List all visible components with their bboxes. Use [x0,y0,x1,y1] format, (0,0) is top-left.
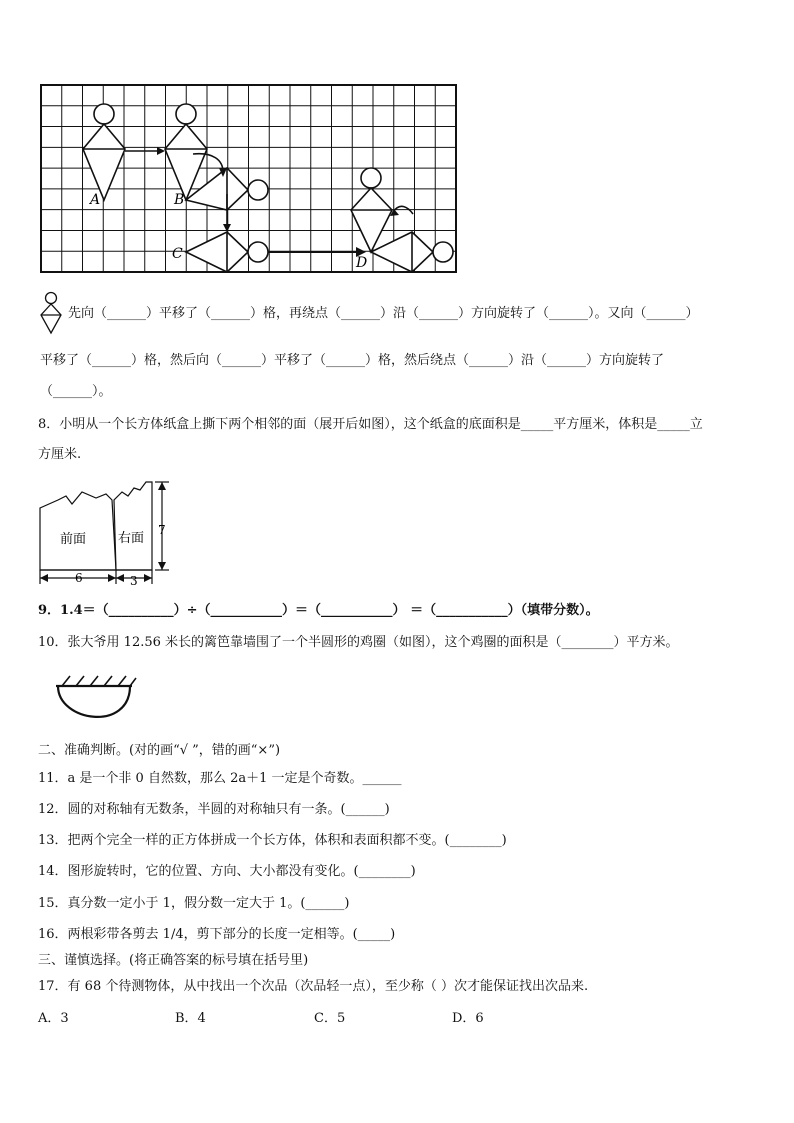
kite-shape-icon [38,291,64,335]
box-faces-figure [36,478,172,588]
q15-text: 15．真分数一定小于 1，假分数一定大于 1。(______) [38,896,350,911]
semicircle-pen-figure [52,670,138,732]
q12-text: 12．圆的对称轴有无数条，半圆的对称轴只有一条。(______) [38,802,390,817]
label-c: C [172,246,183,262]
label-d: D [356,255,368,271]
q13-text: 13．把两个完全一样的正方体拼成一个长方体，体积和表面积都不变。(________) [38,833,507,848]
q11-text: 11．a 是一个非 0 自然数，那么 2a＋1 一定是个奇数。______ [38,771,402,786]
right-face-label: 右面 [118,531,145,546]
front-face-label: 前面 [60,532,87,547]
section3-title: 三、谨慎选择。(将正确答案的标号填在括号里) [38,953,309,968]
label-a: A [90,192,101,208]
right-width-label: 3 [130,574,138,588]
q14-text: 14．图形旋转时，它的位置、方向、大小都没有变化。(________) [38,864,416,879]
q7-line1: 先向（______）平移了（______）格，再绕点（______）沿（______）方向旋转了（______）。又向（______） [68,306,699,321]
option-b: B．4 [175,1011,206,1026]
q9-text: 9．1.4＝（__________）÷（___________）＝（___________） ＝（___________）（填带分数）。 [38,603,599,618]
q7-line2: 平移了（______）格，然后向（______）平移了（______）格，然后绕点（______）沿（______）方向旋转了 [40,353,665,368]
q17-text: 17．有 68 个待测物体，从中找出一个次品（次品轻一点），至少称（ ）次才能保证找出次品来. [38,979,589,994]
front-width-label: 6 [75,571,83,585]
q7-line3: （______）。 [40,384,112,399]
q8-line2: 方厘米. [38,447,82,462]
q16-text: 16．两根彩带各剪去 1/4，剪下部分的长度一定相等。(_____) [38,927,396,942]
option-a: A．3 [38,1011,69,1026]
option-c: C．5 [314,1011,346,1026]
q8-line1: 8．小明从一个长方体纸盒上撕下两个相邻的面（展开后如图），这个纸盒的底面积是_____平方厘米，体积是_____立 [38,417,703,432]
height-label: 7 [158,523,166,537]
section2-title: 二、准确判断。(对的画“√ ”，错的画“×”) [38,743,281,758]
q10-text: 10．张大爷用 12.56 米长的篱笆靠墙围了一个半圆形的鸡圈（如图），这个鸡圈的面积是（________）平方米。 [38,635,679,650]
option-d: D．6 [452,1011,484,1026]
transformation-grid-figure [38,82,462,278]
label-b: B [174,192,185,208]
